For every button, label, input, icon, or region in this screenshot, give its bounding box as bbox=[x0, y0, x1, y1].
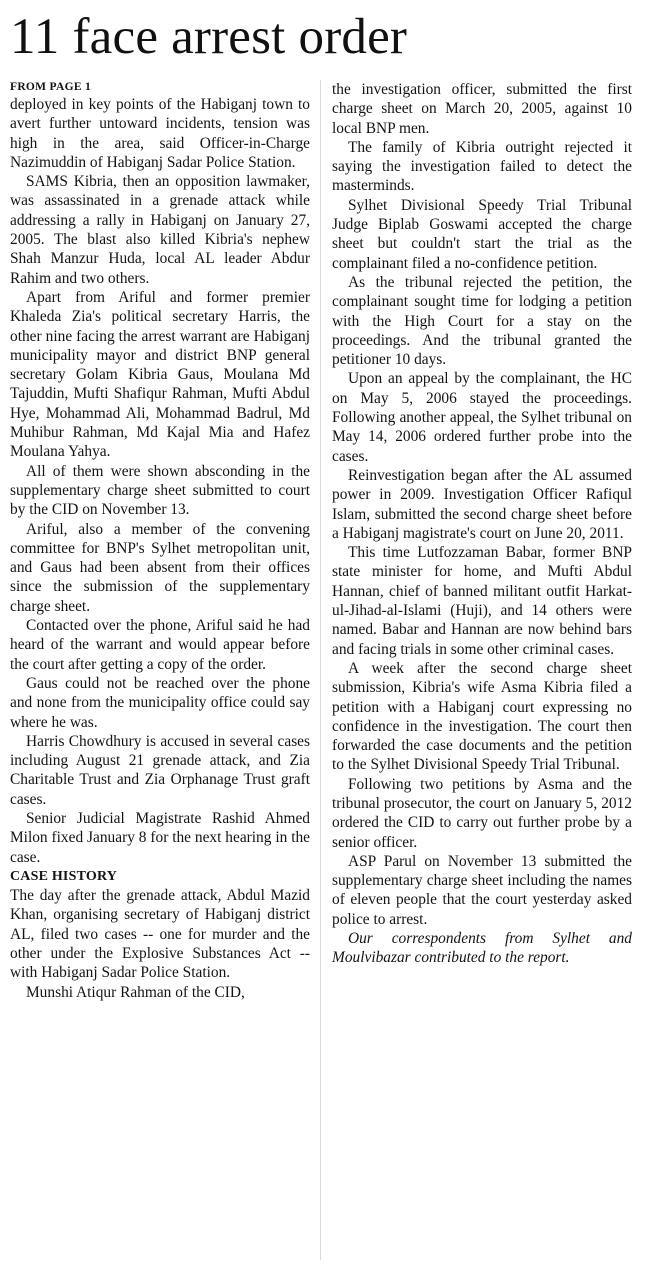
section-subhead: CASE HISTORY bbox=[10, 868, 118, 884]
paragraph: Senior Judicial Magistrate Rashid Ahmed Milon fixed January 8 for the next hearing in the case. bbox=[10, 809, 310, 866]
paragraph: All of them were shown absconding in the supplementary charge sheet submitted to court by the CID on November 13. bbox=[10, 462, 310, 519]
paragraph: Apart from Ariful and former premier Khaleda Zia's political secretary Harris, the other nine facing the arrest warrant are Habiganj municipality mayor and district BNP general secretary Golam Kibria Gaus, Moulana Md Tajuddin, Mufti Shafiqur Rahman, Mufti Abdul Hye, Mohammad Ali, Mohammad Badrul, Md Muhibur Rahman, Md Kajal Mia and Hafez Moulana Yahya. bbox=[10, 288, 310, 461]
paragraph: A week after the second charge sheet submission, Kibria's wife Asma Kibria filed a petition with a Habiganj court expressing no confidence in the investigation. The court then forwarded the case documents and the petition to the Sylhet Divisional Speedy Trial Tribunal. bbox=[332, 659, 632, 774]
paragraph: Harris Chowdhury is accused in several cases including August 21 grenade attack, and Zia Charitable Trust and Zia Orphanage Trust graft cases. bbox=[10, 732, 310, 808]
paragraph: Reinvestigation began after the AL assumed power in 2009. Investigation Officer Rafiqul Islam, submitted the second charge sheet before a Habiganj magistrate's court on June 20, 2011. bbox=[332, 466, 632, 542]
paragraph: ASP Parul on November 13 submitted the supplementary charge sheet including the names of eleven people that the court yesterday asked police to arrest. bbox=[332, 852, 632, 928]
paragraph: Following two petitions by Asma and the tribunal prosecutor, the court on January 5, 2012 ordered the CID to carry out further probe by a senior officer. bbox=[332, 775, 632, 851]
paragraph: This time Lutfozzaman Babar, former BNP state minister for home, and Mufti Abdul Hannan, chief of banned militant outfit Harkat-ul-Jihad-al-Islami (Huji), and 14 others were named. Babar and Hannan are now behind bars and facing trials in some other criminal cases. bbox=[332, 544, 632, 658]
paragraph: Contacted over the phone, Ariful said he had heard of the warrant and would appear before the court after getting a copy of the order. bbox=[10, 617, 310, 673]
paragraph: Ariful, also a member of the convening committee for BNP's Sylhet metropolitan unit, and Gaus had been absent from their offices since the submission of the supplementary charge sheet. bbox=[10, 520, 310, 615]
paragraph: Munshi Atiqur Rahman of the CID, bbox=[26, 983, 245, 1001]
paragraph: the investigation officer, submitted the first charge sheet on March 20, 2005, against 10 local BNP men. bbox=[332, 81, 632, 137]
column-divider bbox=[320, 80, 321, 1260]
paragraph: Gaus could not be reached over the phone and none from the municipality office could say where he was. bbox=[10, 674, 310, 731]
paragraph: As the tribunal rejected the petition, the complainant sought time for lodging a petition with the High Court for a stay on the proceedings. And the tribunal granted the petitioner 10 days. bbox=[332, 273, 632, 369]
paragraph: Upon an appeal by the complainant, the HC on May 5, 2006 stayed the proceedings. Following another appeal, the Sylhet tribunal on May 14, 2006 ordered further probe into the cases. bbox=[332, 370, 632, 465]
paragraph: The family of Kibria outright rejected it saying the investigation failed to detect the masterminds. bbox=[332, 138, 632, 195]
paragraph: deployed in key points of the Habiganj town to avert further untoward incidents, tension was high in the area, said Officer-in-Charge Nazimuddin of Habiganj Sadar Police Station. bbox=[10, 96, 310, 171]
paragraph: The day after the grenade attack, Abdul Mazid Khan, organising secretary of Habiganj district AL, filed two cases -- one for murder and the other under the Explosive Substances Act -- with Habiganj Sadar Police Station. bbox=[10, 887, 310, 982]
paragraph: SAMS Kibria, then an opposition lawmaker, was assassinated in a grenade attack while addressing a rally in Habiganj on January 27, 2005. The blast also killed Kibria's nephew Shah Manzur Huda, local AL leader Abdur Rahim and two others. bbox=[10, 173, 310, 287]
article-column-left bbox=[10, 80, 310, 1002]
headline: 11 face arrest order bbox=[10, 9, 408, 65]
continuation-kicker: FROM PAGE 1 bbox=[10, 81, 92, 93]
article-column-right bbox=[332, 80, 632, 968]
contributor-credit: Our correspondents from Sylhet and Moulvibazar contributed to the report. bbox=[332, 930, 632, 967]
paragraph: Sylhet Divisional Speedy Trial Tribunal Judge Biplab Goswami accepted the charge sheet but couldn't start the trial as the complainant filed a no-confidence petition. bbox=[332, 196, 632, 272]
